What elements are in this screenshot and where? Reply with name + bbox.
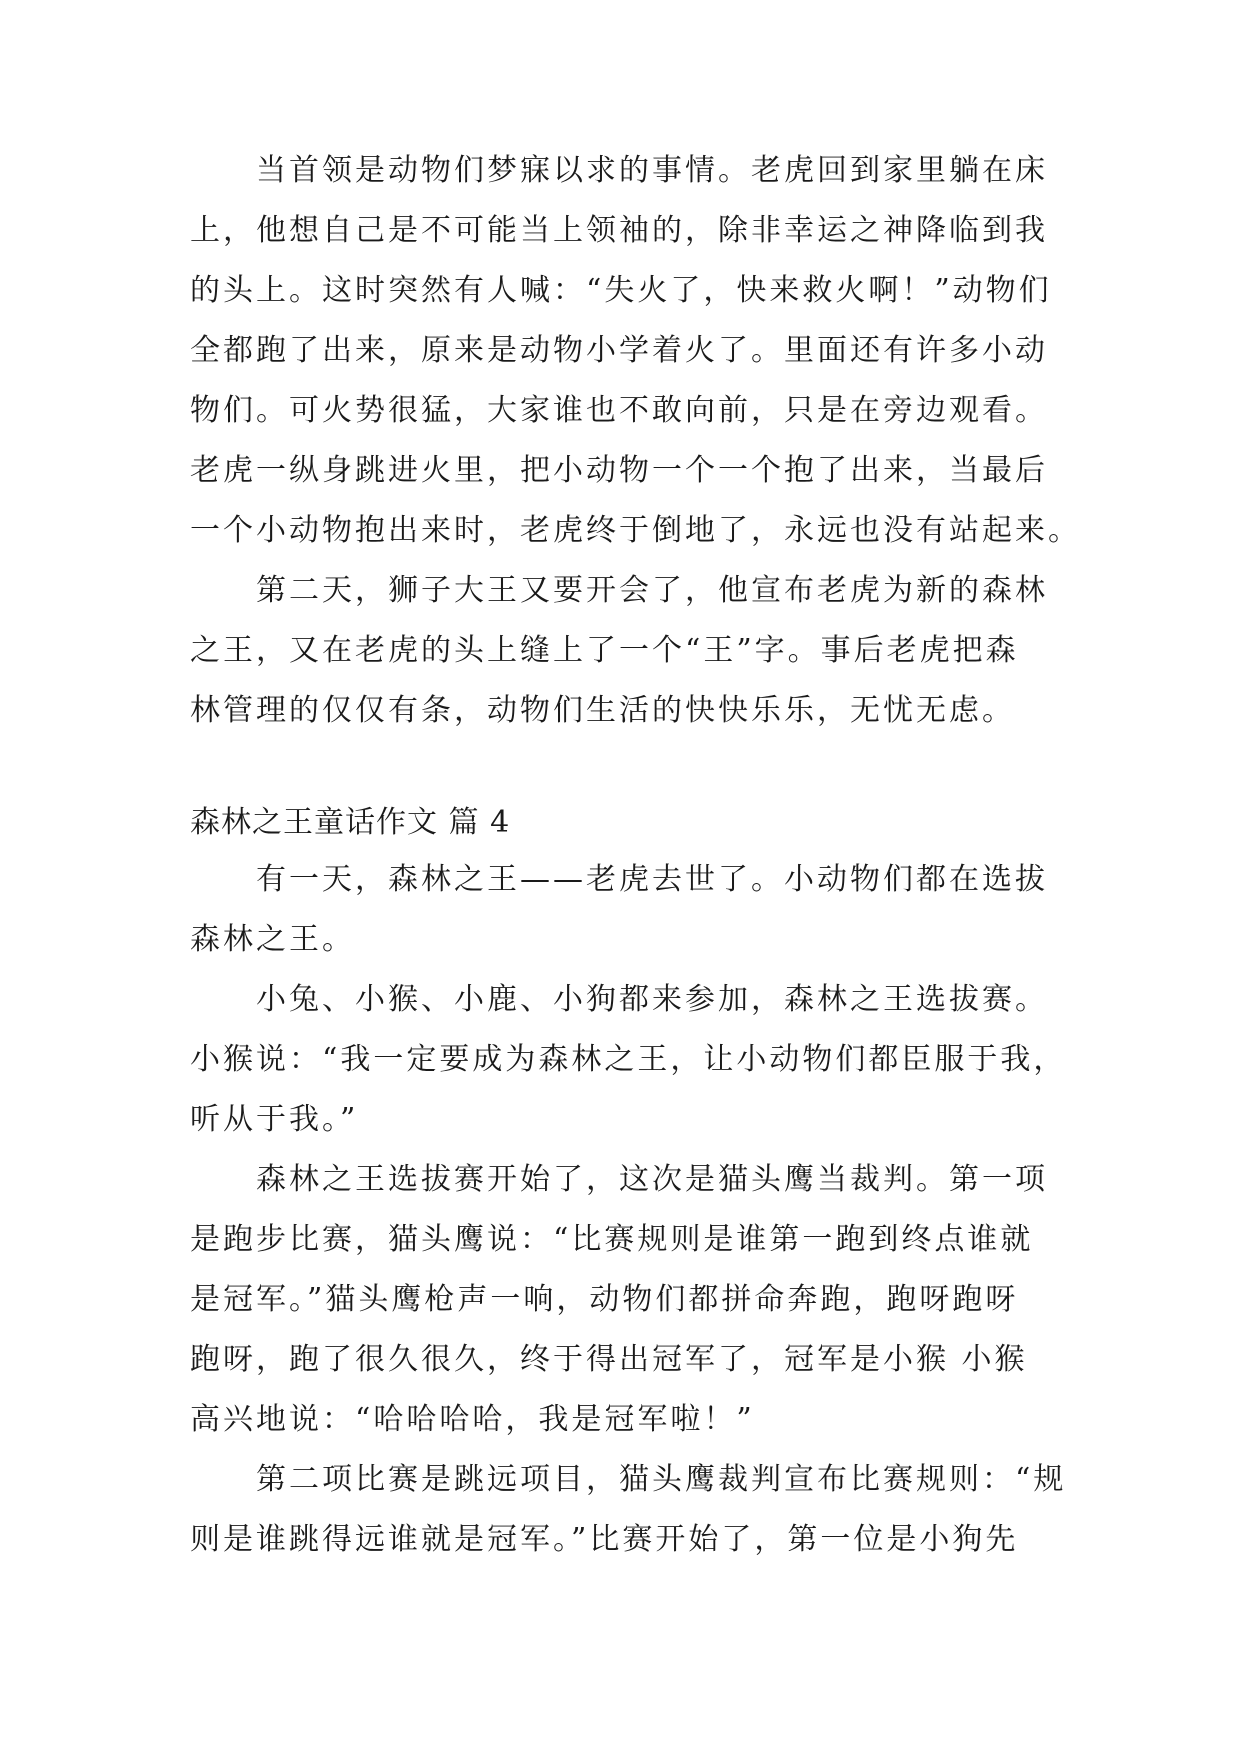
paragraph-2-line-2: 之王，又在老虎的头上缝上了一个“王”字。事后老虎把森 [190, 633, 1019, 668]
paragraph-1-line-5: 物们。可火势很猛，大家谁也不敢向前，只是在旁边观看。 [190, 393, 1048, 428]
section-paragraph-3-line-4: 跑呀，跑了很久很久，终于得出冠军了，冠军是小猴 小猴 [190, 1342, 1028, 1377]
paragraph-1-line-1: 当首领是动物们梦寐以求的事情。老虎回到家里躺在床 [256, 153, 1048, 188]
section-paragraph-3-line-5: 高兴地说：“哈哈哈哈，我是冠军啦！” [190, 1402, 755, 1437]
section-paragraph-2-line-1: 小兔、小猴、小鹿、小狗都来参加，森林之王选拔赛。 [256, 982, 1048, 1017]
paragraph-1-line-6: 老虎一纵身跳进火里，把小动物一个一个抱了出来，当最后 [190, 453, 1048, 488]
section-paragraph-1-line-1: 有一天，森林之王——老虎去世了。小动物们都在选拔 [256, 862, 1048, 897]
section-paragraph-4-line-2: 则是谁跳得远谁就是冠军。”比赛开始了，第一位是小狗先 [190, 1522, 1019, 1557]
section-paragraph-2-line-3: 听从于我。” [190, 1102, 359, 1137]
section-paragraph-3-line-1: 森林之王选拔赛开始了，这次是猫头鹰当裁判。第一项 [256, 1162, 1048, 1197]
section-paragraph-1-line-2: 森林之王。 [190, 922, 355, 957]
paragraph-1-line-3: 的头上。这时突然有人喊：“失火了，快来救火啊！”动物们 [190, 273, 1052, 308]
section-paragraph-2-line-2: 小猴说：“我一定要成为森林之王，让小动物们都臣服于我， [190, 1042, 1067, 1077]
paragraph-2-line-3: 林管理的仅仅有条，动物们生活的快快乐乐，无忧无虑。 [190, 693, 1015, 728]
paragraph-1-line-7: 一个小动物抱出来时，老虎终于倒地了，永远也没有站起来。 [190, 513, 1081, 548]
section-paragraph-3-line-3: 是冠军。”猫头鹰枪声一响，动物们都拼命奔跑，跑呀跑呀 [190, 1282, 1019, 1317]
section-heading: 森林之王童话作文 篇 4 [190, 805, 511, 840]
paragraph-1-line-4: 全都跑了出来，原来是动物小学着火了。里面还有许多小动 [190, 333, 1048, 368]
paragraph-2-line-1: 第二天，狮子大王又要开会了，他宣布老虎为新的森林 [256, 573, 1048, 608]
paragraph-1-line-2: 上，他想自己是不可能当上领袖的，除非幸运之神降临到我 [190, 213, 1048, 248]
section-paragraph-4-line-1: 第二项比赛是跳远项目，猫头鹰裁判宣布比赛规则：“规 [256, 1462, 1067, 1497]
section-paragraph-3-line-2: 是跑步比赛，猫头鹰说：“比赛规则是谁第一跑到终点谁就 [190, 1222, 1034, 1257]
